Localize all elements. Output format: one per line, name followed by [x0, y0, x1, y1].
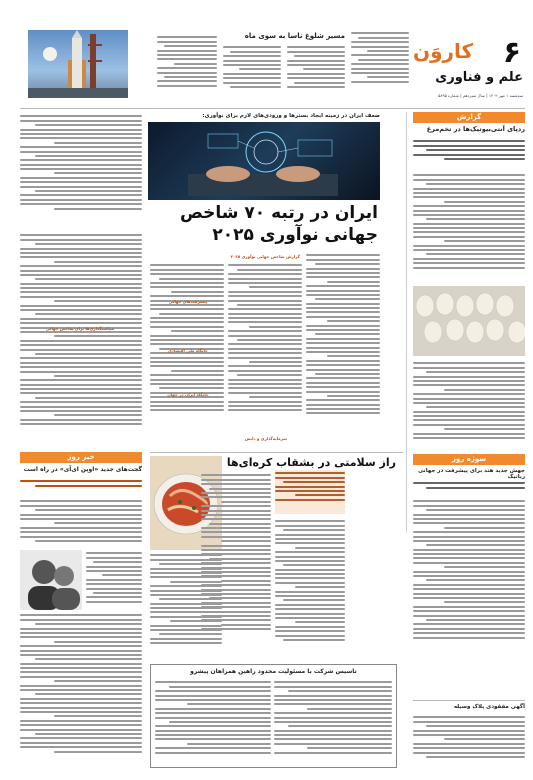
- ad-body-col-2: [155, 679, 271, 765]
- masthead: [413, 36, 525, 111]
- subhead-5: سیاستگذاری‌ها برای شاخص جهانی: [45, 326, 115, 331]
- lead-headline-1: ایران در رتبه ۷۰ شاخص: [179, 203, 378, 223]
- portrait-photo: [20, 550, 82, 610]
- bottom-right-body: [413, 714, 525, 768]
- health-headline: راز سلامتی در بشقاب کره‌ای‌ها: [226, 456, 396, 469]
- rocket-illustration: [28, 30, 128, 98]
- ad-title: تاسیس شرکت با مسئولیت محدود راهین همراهان پیشرو: [190, 668, 357, 675]
- eggs-illustration: [413, 286, 525, 356]
- subhead-4: سرمایه‌گذاری و دانش: [244, 436, 288, 441]
- ad-box: [150, 664, 397, 768]
- news-of-day-body-2: [86, 550, 142, 610]
- page-number: ۶: [502, 35, 521, 70]
- subhead-1: پیشرفت‌های جهانی: [168, 299, 208, 304]
- news-of-day-body-3: [20, 612, 142, 768]
- top-strip-col-4: [157, 34, 217, 100]
- news-of-day-2-title: جهش جدید هند برای پیشرفت در جهانی رباتیک: [418, 468, 525, 480]
- top-story-title: مسیر شلوغ ناسا به سوی ماه: [244, 32, 345, 40]
- news-of-day-2-tag: سوژه روز: [413, 454, 525, 465]
- news-of-day-lead: [20, 478, 142, 496]
- news-of-day-body: [20, 498, 142, 548]
- news-of-day-2-body: [413, 498, 525, 658]
- report-title: ردپای آنتی‌بیوتیک‌ها در تخم‌مرغ: [426, 125, 525, 133]
- report-tag: گزارش: [413, 112, 525, 123]
- top-strip-col-2: [287, 44, 345, 100]
- report-lead: [413, 138, 525, 168]
- news-of-day-tag: خبر روز: [20, 452, 142, 463]
- top-strip-col-1: [351, 30, 409, 100]
- health-body-col-1: [275, 518, 345, 660]
- lead-caption: گزارش شاخص جهانی نوآوری ۲۰۲۵: [230, 254, 300, 259]
- lead-photo: [148, 122, 380, 200]
- subhead-3: جایگاه ایران در جهان: [167, 392, 209, 397]
- report-body-2: [413, 360, 525, 452]
- lead-headline-2: جهانی نوآوری ۲۰۲۵: [212, 225, 378, 245]
- logo: کاروَن: [413, 39, 474, 63]
- news-of-day-2-lead: [413, 480, 525, 496]
- section-title: علم و فناوری: [435, 70, 523, 85]
- portrait-illustration: [20, 550, 82, 610]
- bottom-right-title: آگهی مفقودی پلاک وسیله: [453, 704, 525, 710]
- eggs-photo: [413, 286, 525, 356]
- health-body-col-3: [150, 552, 222, 660]
- lead-body-col-2: [228, 262, 302, 442]
- tech-hands-illustration: [148, 122, 380, 200]
- news-of-day-title: گجت‌های جدید «اوپن ای‌آی» در راه است: [23, 466, 142, 473]
- lead-body-col-1: [306, 252, 380, 442]
- dateline: سه‌شنبه ۱ مهر ۱۴۰۴ | سال سیزدهم | شماره ۵۸۹۵: [438, 93, 523, 98]
- lead-left-col: [20, 113, 142, 225]
- rocket-photo: [28, 30, 128, 98]
- top-strip-col-3: [223, 44, 281, 100]
- ad-body-col-1: [274, 679, 392, 765]
- left-col-body: [20, 232, 142, 450]
- subhead-2: جایگاه ملی اقتصادی: [168, 348, 208, 353]
- lead-kicker: ضعف ایران در زمینه ایجاد بسترها و ورودی‌های لازم برای نوآوری:: [202, 113, 380, 119]
- health-sidebar: [275, 470, 345, 514]
- report-body: [413, 172, 525, 284]
